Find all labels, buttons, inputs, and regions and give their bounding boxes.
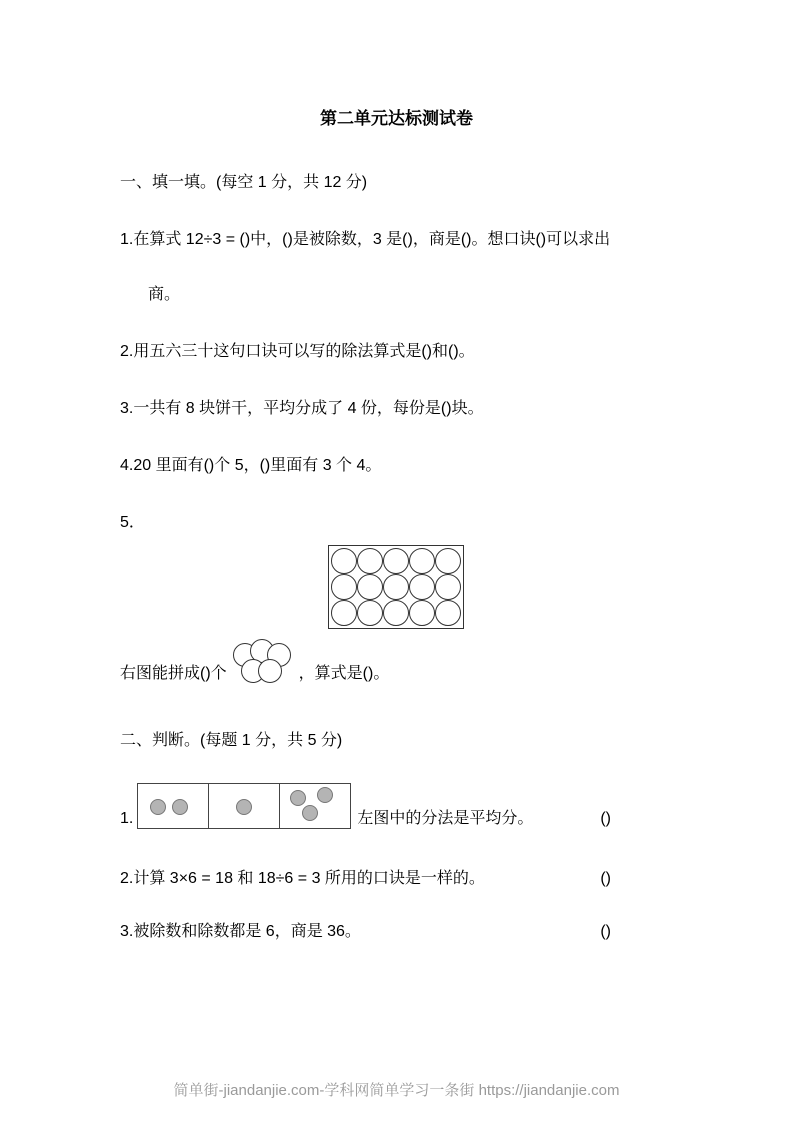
grid-circle [357, 548, 383, 574]
fill-q2: 2.用五六三十这句口诀可以写的除法算式是()和()。 [120, 343, 475, 360]
section-1-heading: 一、填一填。(每空 1 分，共 12 分) [120, 174, 368, 191]
judge-q1-text: 左图中的分法是平均分。 [357, 810, 534, 827]
grid-circle [435, 574, 461, 600]
grid-circle [383, 574, 409, 600]
grid-circle [383, 600, 409, 626]
judge-box [279, 783, 351, 829]
judge-q3-text: 3.被除数和除数都是 6，商是 36。 [120, 923, 361, 940]
grid-circle [435, 600, 461, 626]
judge-boxes-image [137, 783, 351, 829]
fill-q5-row [120, 639, 673, 685]
grid-circle [331, 548, 357, 574]
grid-circle [331, 574, 357, 600]
grid-circle [435, 548, 461, 574]
fill-q5-number: 5． [120, 514, 145, 531]
judge-box-circle [317, 787, 333, 803]
fill-q5-text-after: ，算式是()。 [298, 665, 390, 682]
grid-circle [331, 600, 357, 626]
judge-box [208, 783, 280, 829]
grid-circle [357, 574, 383, 600]
judge-q2-answer: () [600, 870, 611, 887]
grid-circle [383, 548, 409, 574]
judge-q2-row [120, 869, 673, 889]
paper-content [120, 0, 673, 942]
judge-q2-text: 2.计算 3×6 = 18 和 18÷6 = 3 所用的口诀是一样的。 [120, 870, 485, 887]
grid-circle [409, 600, 435, 626]
fill-q3: 3.一共有 8 块饼干，平均分成了 4 份，每份是()块。 [120, 400, 484, 417]
judge-q1-answer: () [600, 810, 611, 827]
grid-circle [409, 574, 435, 600]
judge-box-circle [290, 790, 306, 806]
judge-q1-row [120, 783, 673, 829]
judge-box [137, 783, 209, 829]
cluster-circle [258, 659, 282, 683]
judge-box-circle [302, 805, 318, 821]
page-footer: 简单街-jiandanjie.com-学科网简单学习一条街 https://jiandanjie.com [173, 1082, 620, 1099]
fill-q4: 4.20 里面有()个 5，()里面有 3 个 4。 [120, 457, 382, 474]
judge-q3-answer: () [600, 923, 611, 940]
circle-grid-image [328, 545, 464, 629]
circle-grid-inner [331, 548, 461, 626]
fill-q5-text-before: 右图能拼成()个 [120, 665, 227, 682]
page-title: 第二单元达标测试卷 [320, 109, 473, 128]
fill-q1-line2: 商。 [148, 286, 181, 303]
section-2-heading: 二、判断。(每题 1 分，共 5 分) [120, 732, 343, 749]
judge-q3-row [120, 922, 673, 942]
judge-box-circle [172, 799, 188, 815]
judge-box-circle [150, 799, 166, 815]
grid-circle [409, 548, 435, 574]
grid-circle [357, 600, 383, 626]
circle-cluster-image [233, 639, 293, 685]
fill-q1-line1: 1.在算式 12÷3 = ()中，()是被除数，3 是()，商是()。想口诀()可以求出 [120, 231, 611, 248]
judge-q1-number: 1. [120, 810, 134, 827]
judge-box-circle [236, 799, 252, 815]
